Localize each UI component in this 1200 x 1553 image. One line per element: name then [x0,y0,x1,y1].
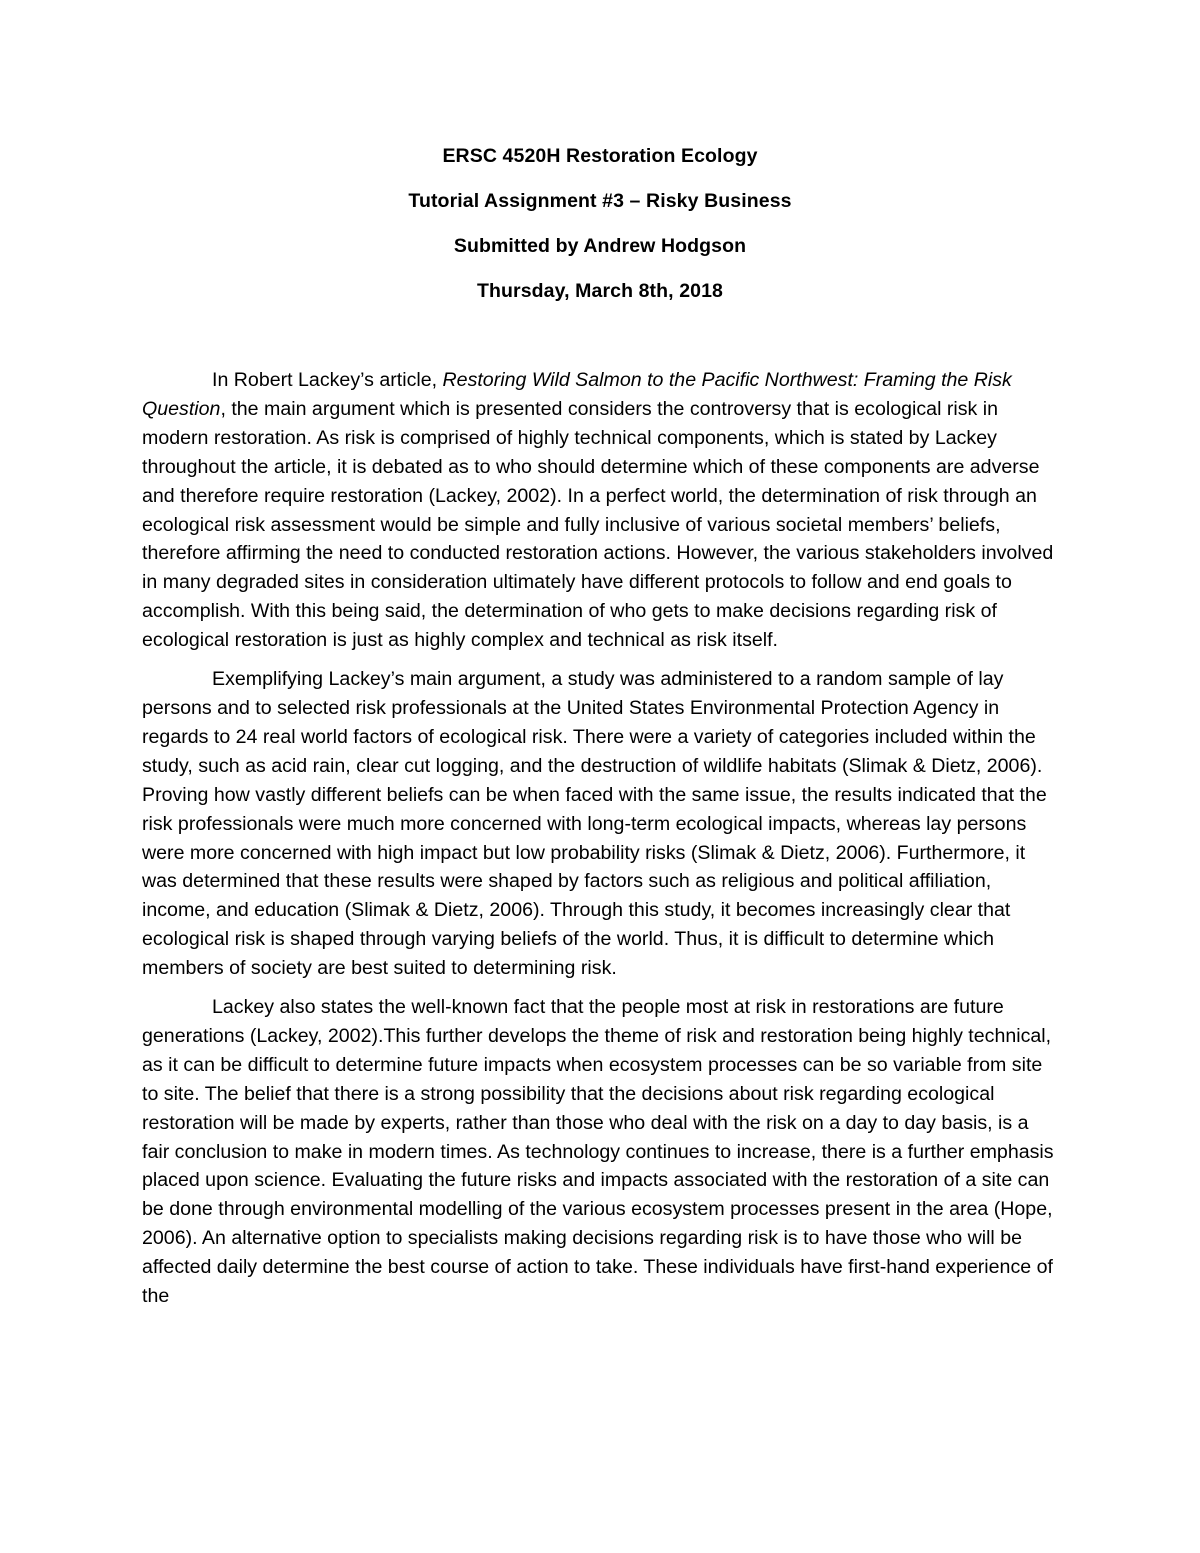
date-line: Thursday, March 8th, 2018 [477,280,723,302]
paragraph-1-text: , the main argument which is presented considers the controversy that is ecological risk in modern restoration. As risk is comprised of highly technical components, which is stated by Lackey throughout the article, it is debated as to who should determine which of these components are adverse and therefore require restoration (Lackey, 2002). In a perfect world, the determination of risk through an ecological risk assessment would be simple and fully inclusive of various societal members’ beliefs, therefore affirming the need to conducted restoration actions. However, the various stakeholders involved in many degraded sites in consideration ultimately have different protocols to follow and end goals to accomplish. With this being said, the determination of who gets to make decisions regarding risk of ecological restoration is just as highly complex and technical as risk itself. [142,397,1054,652]
assignment-title: Tutorial Assignment #3 – Risky Business [408,190,792,212]
paragraph-1 [142,366,1061,655]
article-title: Restoring Wild Salmon to the Pacific Northwest: Framing the Risk Question [142,369,1012,420]
document-body [142,366,1061,1321]
paragraph-3: Lackey also states the well-known fact that the people most at risk in restorations are future generations (Lackey, 2002).This further develops the theme of risk and restoration being highly technical, as it can be difficult to determine future impacts when ecosystem processes can be so variable from site to site. The belief that there is a strong possibility that the decisions about risk regarding ecological restoration will be made by experts, rather than those who deal with the risk on a day to day basis, is a fair conclusion to make in modern times. As technology continues to increase, there is a further emphasis placed upon science. Evaluating the future risks and impacts associated with the restoration of a site can be done through environmental modelling of the various ecosystem processes present in the area (Hope, 2006). An alternative option to specialists making decisions regarding risk is to have those who will be affected daily determine the best course of action to take. These individuals have first-hand experience of the [142,996,1054,1308]
author-line: Submitted by Andrew Hodgson [453,235,747,257]
document-header [0,143,1200,323]
paragraph-1-intro: In Robert Lackey’s article, [212,369,443,391]
paragraph-2: Exemplifying Lackey’s main argument, a study was administered to a random sample of lay persons and to selected risk professionals at the United States Environmental Protection Agency in regards to 24 real world factors of ecological risk. There were a variety of categories included within the study, such as acid rain, clear cut logging, and the destruction of wildlife habitats (Slimak & Dietz, 2006). Proving how vastly different beliefs can be when faced with the same issue, the results indicated that the risk professionals were much more concerned with long-term ecological impacts, whereas lay persons were more concerned with high impact but low probability risks (Slimak & Dietz, 2006). Furthermore, it was determined that these results were shaped by factors such as religious and political affiliation, income, and education (Slimak & Dietz, 2006). Through this study, it becomes increasingly clear that ecological risk is shaped through varying beliefs of the world. Thus, it is difficult to determine which members of society are best suited to determining risk. [142,668,1047,980]
course-title: ERSC 4520H Restoration Ecology [442,145,758,167]
